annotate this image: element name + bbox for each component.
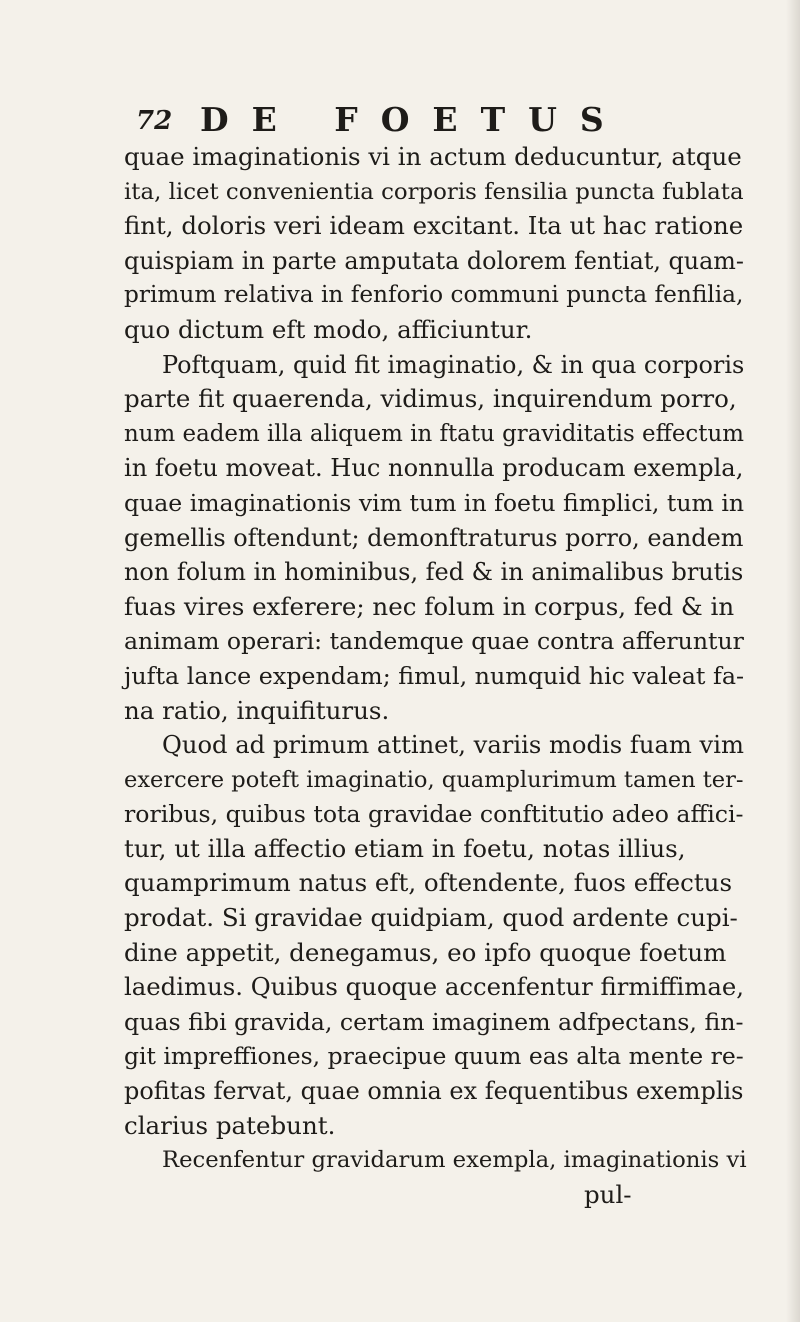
running-title: DE FOETUS bbox=[200, 100, 627, 139]
page-number: 72 bbox=[136, 106, 173, 136]
text-line: na ratio, inquifiturus. bbox=[124, 695, 390, 725]
text-line: quo dictum eft modo, afficiuntur. bbox=[124, 314, 533, 344]
body-text bbox=[124, 140, 747, 1212]
text-line: primum relativa in fenforio communi puncta fenfilia, bbox=[124, 281, 744, 309]
text-line: Recenfentur gravidarum exempla, imaginationis vi bbox=[162, 1147, 747, 1174]
catchword: pul- bbox=[584, 1179, 632, 1209]
text-line: ita, licet convenientia corporis fensilia puncta fublata bbox=[124, 178, 744, 205]
text-line: num eadem illa aliquem in ftatu graviditatis effectum bbox=[124, 420, 744, 447]
text-line: jufta lance expendam; fimul, numquid hic valeat fa- bbox=[124, 661, 745, 690]
text-line: laedimus. Quibus quoque accenfentur firmiffimae, bbox=[124, 972, 745, 1002]
text-line: animam operari: tandemque quae contra afferuntur bbox=[124, 627, 744, 656]
page-header bbox=[136, 98, 736, 142]
text-line: in foetu moveat. Huc nonnulla producam exempla, bbox=[124, 454, 744, 483]
text-line: pofitas fervat, quae omnia ex fequentibus exemplis bbox=[124, 1077, 744, 1106]
text-line: dine appetit, denegamus, eo ipfo quoque foetum bbox=[124, 937, 727, 967]
text-line: Quod ad primum attinet, variis modis fuam vim bbox=[162, 731, 744, 760]
text-line: prodat. Si gravidae quidpiam, quod ardente cupi- bbox=[124, 903, 738, 933]
text-line: tur, ut illa affectio etiam in foetu, notas illius, bbox=[124, 833, 686, 863]
text-line: quamprimum natus eft, oftendente, fuos effectus bbox=[124, 868, 733, 898]
text-line: non folum in hominibus, fed & in animalibus brutis bbox=[124, 558, 744, 587]
text-line: parte fit quaerenda, vidimus, inquirendum porro, bbox=[124, 384, 737, 414]
text-line: clarius patebunt. bbox=[124, 1110, 336, 1140]
text-line: git impreffiones, praecipue quum eas alta mente re- bbox=[124, 1042, 744, 1071]
text-line: exercere poteft imaginatio, quamplurimum tamen ter- bbox=[124, 766, 744, 793]
text-line: quae imaginationis vim tum in foetu fimplici, tum in bbox=[124, 488, 745, 517]
text-line: gemellis oftendunt; demonftraturus porro, eandem bbox=[124, 523, 744, 552]
text-line: quispiam in parte amputata dolorem fentiat, quam- bbox=[124, 246, 744, 275]
text-line: fint, doloris veri ideam excitant. Ita ut hac ratione bbox=[124, 211, 744, 241]
text-line: quae imaginationis vi in actum deducuntur, atque bbox=[124, 142, 742, 171]
text-line: fuas vires exferere; nec folum in corpus, fed & in bbox=[124, 591, 735, 621]
page-edge-shadow bbox=[786, 0, 800, 1322]
text-line: quas fibi gravida, certam imaginem adfpectans, fin- bbox=[124, 1007, 744, 1036]
text-line: Poftquam, quid fit imaginatio, & in qua corporis bbox=[162, 350, 745, 379]
text-line: roribus, quibus tota gravidae conftitutio adeo affici- bbox=[124, 800, 744, 829]
